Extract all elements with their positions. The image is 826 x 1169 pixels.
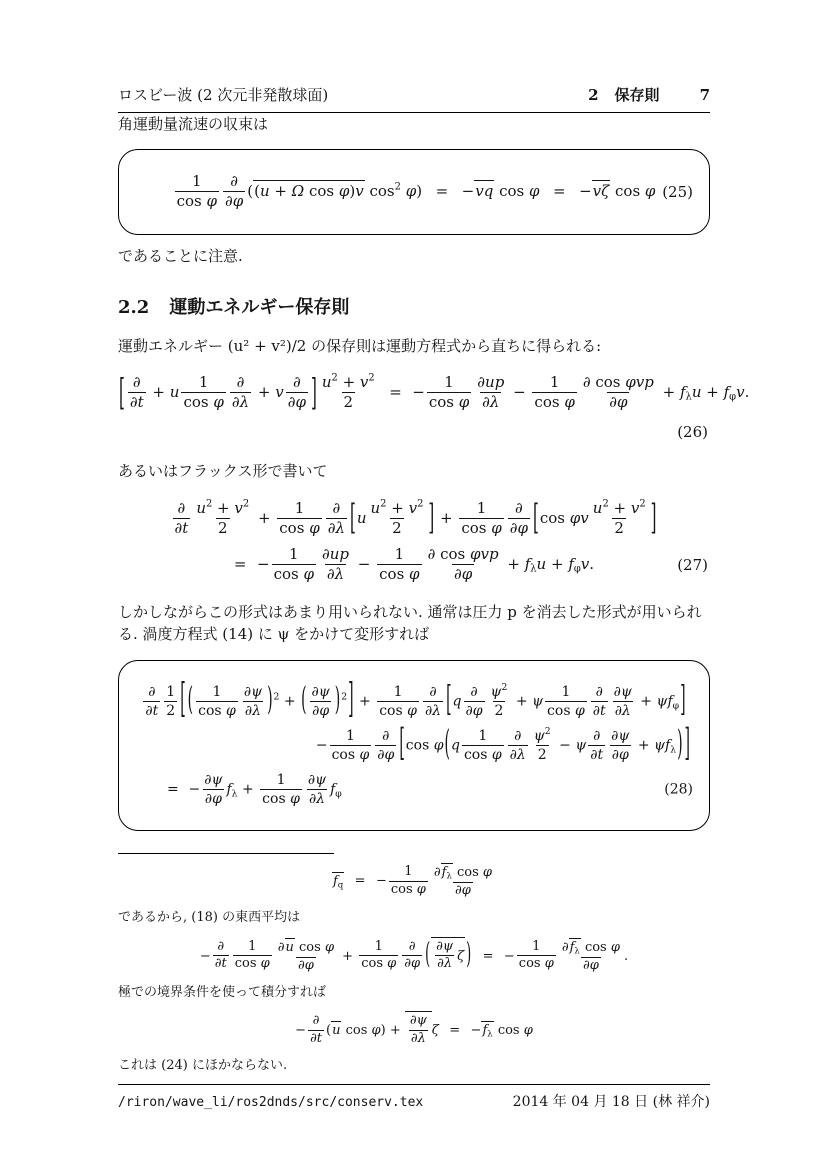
source-path: /riron/wave_li/ros2dnds/src/conserv.tex [118,1094,424,1110]
equation-box-28 [118,660,710,832]
paragraph-ke-intro: 運動エネルギー (u² + v²)/2 の保存則は運動方程式から直ちに得られる: [118,336,602,355]
equation-line: ∂ ∂t $\frac{1}{2}$ [ ( $\frac{1}{\text{cos φ}}$ $\frac{\partial\psi}{\partial\lambda}$ )$^2$ + ( $\frac{\partial\psi}{\partial\varphi}$ )$^2$] + $\frac{1}{\text{cos φ}}$ ∂ ∂λ [q ∂ ∂φ $\frac{\psi^2}{2}$ + ψ $\frac{1}{\text{cos φ}}$ ∂ ∂t $\frac{\partial\psi}{\partial\lambda}$ + $\psi f_\varphi$] [145,676,686,723]
equation-number: (27) [677,555,708,574]
footnote-text-1: であるから, (18) の東西平均は [118,910,301,926]
equation-number: (28) [664,781,693,798]
equation-line: − $\frac{1}{\text{cos φ}}$ ∂ ∂φ [cos φ(q $\frac{1}{\text{cos φ}}$ ∂ ∂λ $\frac{\psi^2}{2}$ − ψ ∂ ∂t $\frac{\partial\psi}{\partial\varphi}$ + $\psi f_\lambda$) ] [315,722,690,766]
equation-28 [133,676,695,808]
page-footer [118,1084,710,1113]
running-section [588,84,710,107]
paragraph-flux: あるいはフラックス形で書いて [118,462,328,481]
equation-line: − ∂ ∂t (u cos φ) + $\frac{\partial\psi}{\partial\lambda}$ $\zeta = -f_\lambda$ cos φ [295,1013,533,1047]
page-number: 7 [699,86,710,104]
running-section-title: 保存則 [614,86,660,104]
equation-line: = − $\frac{1}{\text{cos φ}}$ $\frac{\partial up}{\partial\lambda}$ − $\frac{1}{\text{cos φ}}$ ∂ cos φvp ∂φ + $f_\lambda u + f_\varphi v$. (27) [233,545,708,584]
footnote-equation-2 [118,937,710,974]
footnote-text-2: 極での境界条件を使って積分すれば [118,984,327,1000]
section-title: 運動エネルギー保存則 [169,297,350,318]
equation-line: ∂ ∂t $\frac{u^2 + v^2}{2}$ + $\frac{1}{\text{cos φ}}$ ∂ ∂λ [u $\frac{u^2 + v^2}{2}$ ] + $\frac{1}{\text{cos φ}}$ ∂ ∂φ [cos φv $\frac{u^2 + v^2}{2}$ ] [174,497,657,539]
page-header [118,84,710,113]
footnote-equation-3 [118,1011,710,1047]
footnote-area [118,851,710,1084]
section-heading [118,297,710,319]
paragraph-note: であることに注意. [118,246,243,265]
equation-line: $\frac{1}{\text{cos φ}}$ ∂ ∂φ ((u + Ω cos φ)v $\cos^2 \varphi) = -vq$ cos φ = −vζ cos φ (25) [176,172,693,211]
equation-26 [118,365,750,452]
equation-line: − ∂ ∂t $\frac{1}{\text{cos φ}}$ $\frac{\text{∂u cos φ}}{\partial\varphi}$ + $\frac{1}{\text{cos φ}}$ ∂ ∂φ ( $\frac{\partial\psi}{\partial\lambda}$ ζ ) = − $\frac{1}{\text{cos φ}}$ $\frac{\partial f_\lambda \cos \varphi}{\partial\varphi}$ . [199,938,629,973]
equation-number: (25) [662,182,693,201]
paragraph-pressure: しかしながらこの形式はあまり用いられない. 通常は圧力 p を消去した形式が用いられる. 渦度方程式 (14) に ψ をかけて変形すれば [118,602,702,644]
equation-line: = − $\frac{\partial\psi}{\partial\varphi}$ $f_\lambda$ + $\frac{1}{\text{cos φ}}$ $\frac{\partial\psi}{\partial\lambda}$ $f_\varphi$ (28) [167,771,693,808]
footer-date: 2014 年 04 月 18 日 (林 祥介) [512,1093,710,1110]
equation-27 [118,491,710,593]
running-title: ロスビー波 (2 次元非発散球面) [118,86,329,104]
footnote-equation-1 [118,863,710,899]
equation-line: $f_q$ = − $\frac{1}{\text{cos φ}}$ $\frac{\partial f_\lambda \cos \varphi}{\partial\varphi}$ [332,863,493,899]
equation-number: (26) [677,422,708,441]
footnote-rule [118,853,334,854]
equation-25 [133,173,695,211]
section-number: 2.2 [118,297,150,318]
equation-line: [ ∂ ∂t + u $\frac{1}{\text{cos φ}}$ ∂ ∂λ + v ∂ ∂φ ] $\frac{u^2 + v^2}{2}$ = − $\frac{1}{\text{cos φ}}$ $\frac{\partial up}{\partial\lambda}$ − $\frac{1}{\text{cos φ}}$ ∂ cos φvp ∂φ + $f_\lambda u + f_\varphi v$. [119,370,750,414]
equation-line [118,421,710,444]
equation-box-25 [118,149,710,235]
paragraph-intro: 角運動量流速の収束は [118,114,269,133]
footnote-text-3: これは (24) にほかならない. [118,1058,288,1074]
running-section-number: 2 [588,86,599,104]
